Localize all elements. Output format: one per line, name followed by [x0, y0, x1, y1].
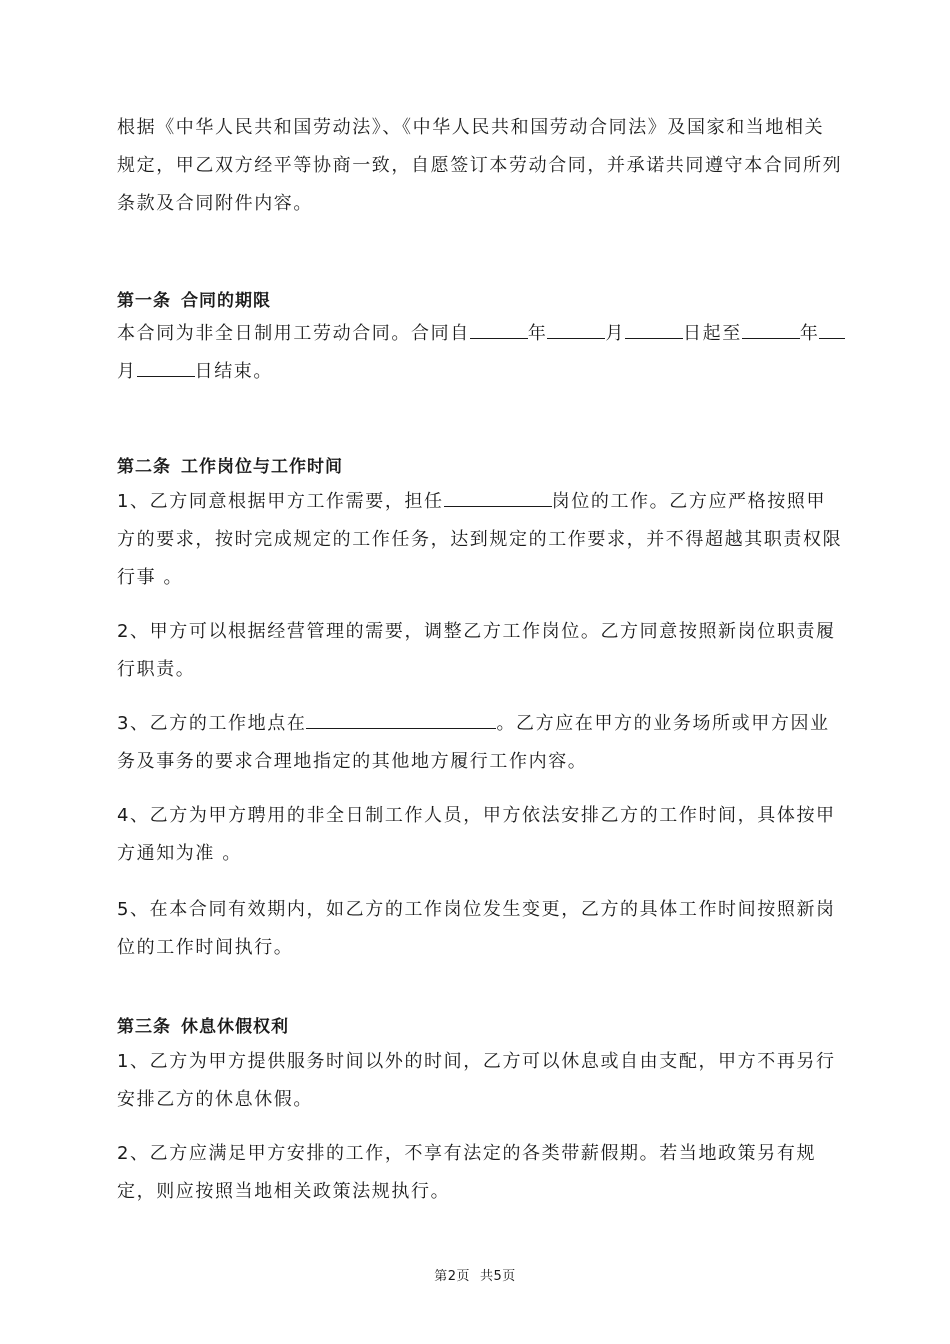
article-2-item-5 — [117, 892, 837, 966]
text-line: 本合同为非全日制用工劳动合同。合同自 年 月 日起至 年 — [117, 316, 837, 352]
article-title: 休息休假权利 — [181, 1017, 289, 1037]
page-total: 共5页 — [480, 1269, 516, 1284]
blank-month-from[interactable] — [547, 318, 605, 339]
article-3-item-1 — [117, 1044, 837, 1118]
text-line: 条款及合同附件内容。 — [117, 193, 313, 214]
text-line: 月 日结束。 — [117, 354, 837, 390]
text-line: 方的要求，按时完成规定的工作任务，达到规定的工作要求，并不得超越其职责权限 — [117, 529, 843, 550]
article-number: 第三条 — [117, 1017, 171, 1037]
page-number: 第2页 — [434, 1269, 470, 1284]
article-title: 合同的期限 — [181, 291, 271, 311]
page-footer — [0, 1265, 950, 1284]
article-2-heading — [117, 452, 343, 477]
article-3-heading — [117, 1012, 289, 1037]
text-line: 2、甲方可以根据经营管理的需要，调整乙方工作岗位。乙方同意按照新岗位职责履 — [117, 621, 836, 642]
article-3-item-2 — [117, 1136, 837, 1210]
article-1-heading — [117, 286, 271, 311]
article-1-paragraph — [117, 316, 837, 390]
article-2-item-2 — [117, 614, 837, 688]
text-line: 2、乙方应满足甲方安排的工作，不享有法定的各类带薪假期。若当地政策另有规 — [117, 1143, 817, 1164]
article-title: 工作岗位与工作时间 — [181, 457, 343, 477]
blank-work-location[interactable] — [306, 708, 496, 729]
text-line: 行职责。 — [117, 659, 196, 680]
blank-month-to[interactable] — [819, 318, 845, 339]
text-line: 定，则应按照当地相关政策法规执行。 — [117, 1181, 451, 1202]
text-line: 1、乙方为甲方提供服务时间以外的时间，乙方可以休息或自由支配，甲方不再另行 — [117, 1051, 836, 1072]
text-line: 4、乙方为甲方聘用的非全日制工作人员，甲方依法安排乙方的工作时间，具体按甲 — [117, 805, 836, 826]
text-line: 规定，甲乙双方经平等协商一致，自愿签订本劳动合同，并承诺共同遵守本合同所列 — [117, 155, 843, 176]
article-2-item-1 — [117, 484, 843, 596]
text-line: 位的工作时间执行。 — [117, 937, 294, 958]
text-line: 5、在本合同有效期内，如乙方的工作岗位发生变更，乙方的具体工作时间按照新岗 — [117, 899, 836, 920]
text-line: 1、乙方同意根据甲方工作需要，担任 岗位的工作。乙方应严格按照甲 — [117, 484, 837, 520]
text-line: 方通知为准 。 — [117, 843, 242, 864]
article-2-item-4 — [117, 798, 837, 872]
article-2-item-3 — [117, 706, 837, 780]
blank-year-from[interactable] — [470, 318, 528, 339]
intro-paragraph — [117, 110, 843, 222]
text-line: 3、乙方的工作地点在 。乙方应在甲方的业务场所或甲方因业 — [117, 706, 837, 742]
text-line: 根据《中华人民共和国劳动法》、《中华人民共和国劳动合同法》及国家和当地相关 — [117, 117, 825, 138]
blank-day-from[interactable] — [625, 318, 683, 339]
blank-position[interactable] — [444, 486, 552, 507]
text-line: 务及事务的要求合理地指定的其他地方履行工作内容。 — [117, 751, 588, 772]
blank-day-to[interactable] — [137, 356, 195, 377]
article-number: 第二条 — [117, 457, 171, 477]
article-number: 第一条 — [117, 291, 171, 311]
blank-year-to[interactable] — [742, 318, 800, 339]
text-line: 安排乙方的休息休假。 — [117, 1089, 313, 1110]
text-line: 行事 。 — [117, 567, 184, 588]
